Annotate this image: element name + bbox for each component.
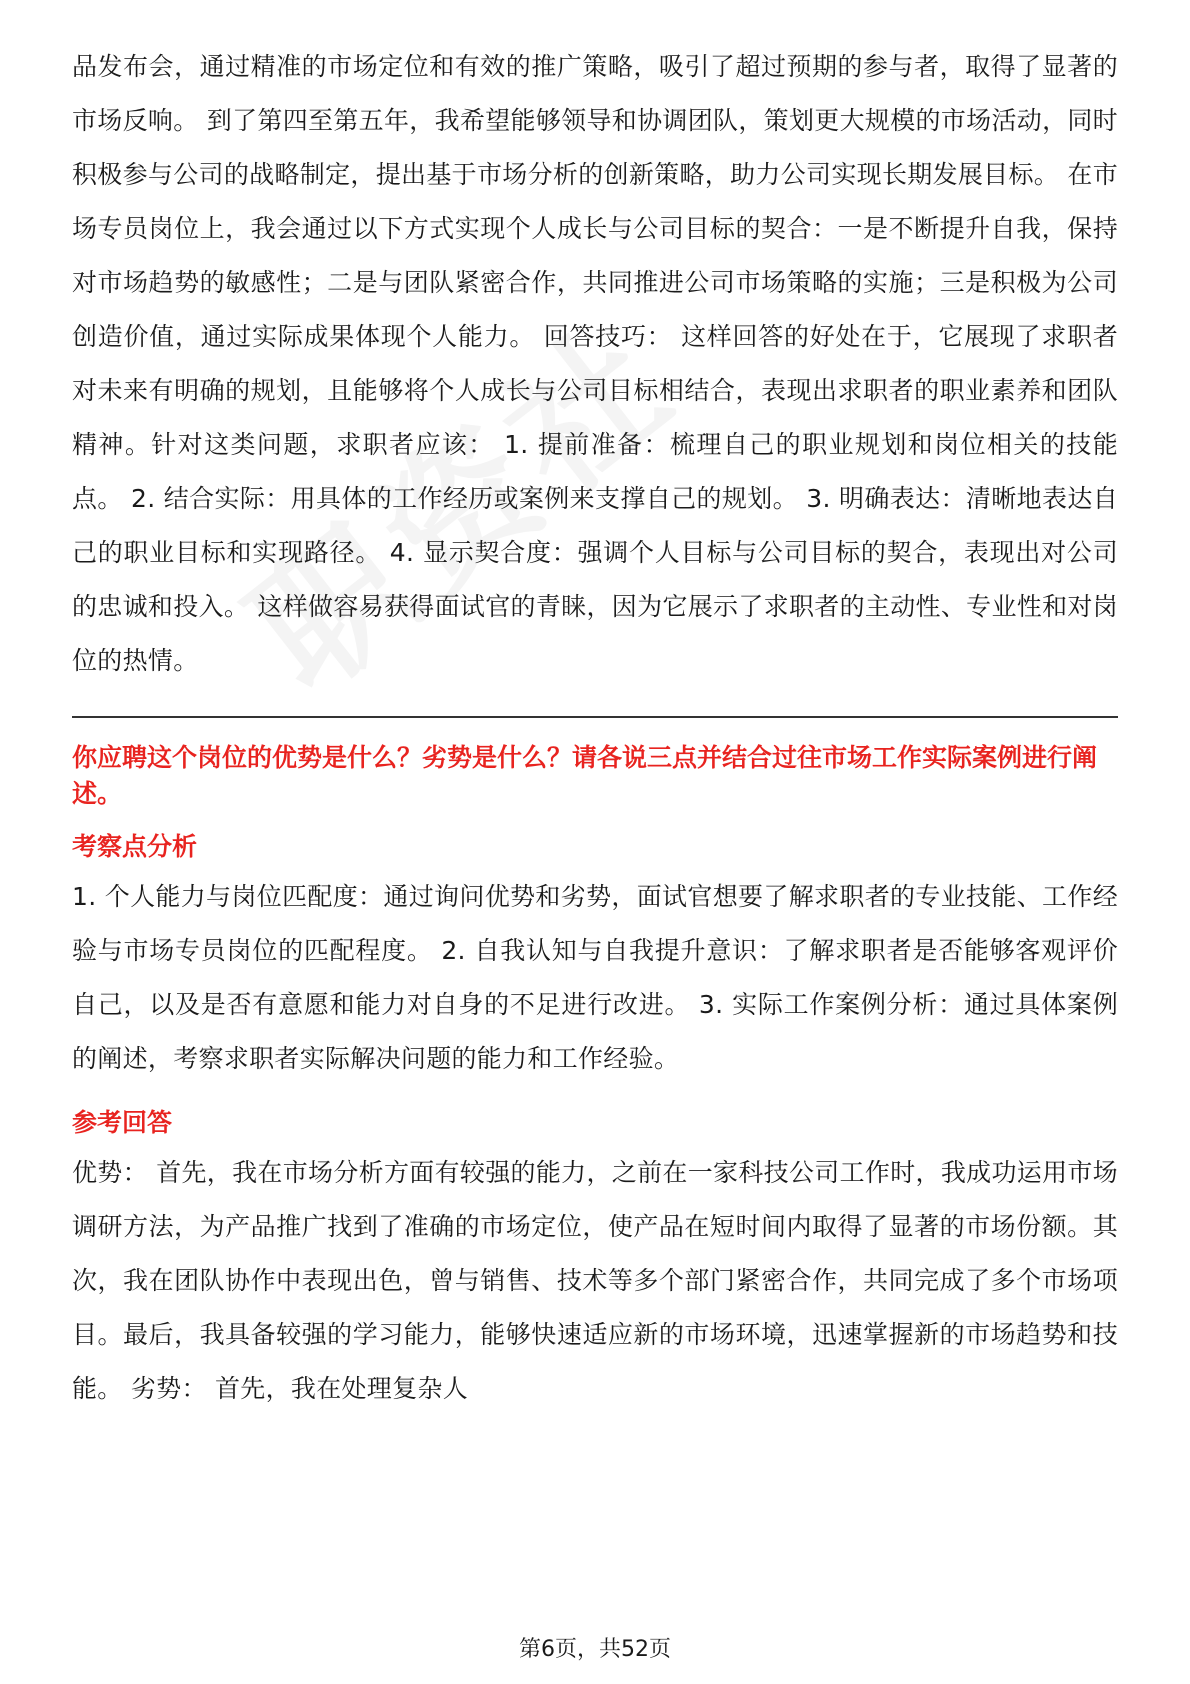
analysis-section <box>72 828 1118 1086</box>
reference-title: 参考回答 <box>72 1108 173 1137</box>
document-page <box>72 40 1118 1416</box>
interview-question: 你应聘这个岗位的优势是什么？劣势是什么？请各说三点并结合过往市场工作实际案例进行阐述。 <box>72 743 1098 808</box>
reference-body: 优势： 首先，我在市场分析方面有较强的能力，之前在一家科技公司工作时，我成功运用市场调研方法，为产品推广找到了准确的市场定位，使产品在短时间内取得了显著的市场份额。其次，我在团队协作中表现出色，曾与销售、技术等多个部门紧密合作，共同完成了多个市场项目。最后，我具备较强的学习能力，能够快速适应新的市场环境，迅速掌握新的市场趋势和技能。 劣势： 首先，我在处理复杂人 <box>72 1158 1118 1403</box>
reference-section <box>72 1104 1118 1416</box>
analysis-body: 1. 个人能力与岗位匹配度：通过询问优势和劣势，面试官想要了解求职者的专业技能、工作经验与市场专员岗位的匹配程度。 2. 自我认知与自我提升意识：了解求职者是否能够客观评价自己，以及是否有意愿和能力对自身的不足进行改进。 3. 实际工作案例分析：通过具体案例的阐述，考察求职者实际解决问题的能力和工作经验。 <box>72 882 1118 1073</box>
page-number: 第6页，共52页 <box>519 1637 671 1662</box>
section-divider <box>72 716 1118 718</box>
analysis-title: 考察点分析 <box>72 832 198 861</box>
intro-paragraph: 品发布会，通过精准的市场定位和有效的推广策略，吸引了超过预期的参与者，取得了显著的市场反响。 到了第四至第五年，我希望能够领导和协调团队，策划更大规模的市场活动，同时积极参与公司的战略制定，提出基于市场分析的创新策略，助力公司实现长期发展目标。 在市场专员岗位上，我会通过以下方式实现个人成长与公司目标的契合：一是不断提升自我，保持对市场趋势的敏感性；二是与团队紧密合作，共同推进公司市场策略的实施；三是积极为公司创造价值，通过实际成果体现个人能力。 回答技巧： 这样回答的好处在于，它展现了求职者对未来有明确的规划，且能够将个人成长与公司目标相结合，表现出求职者的职业素养和团队精神。针对这类问题，求职者应该： 1. 提前准备：梳理自己的职业规划和岗位相关的技能点。 2. 结合实际：用具体的工作经历或案例来支撑自己的规划。 3. 明确表达：清晰地表达自己的职业目标和实现路径。 4. 显示契合度：强调个人目标与公司目标的契合，表现出对公司的忠诚和投入。 这样做容易获得面试官的青睐，因为它展示了求职者的主动性、专业性和对岗位的热情。 <box>72 52 1118 675</box>
